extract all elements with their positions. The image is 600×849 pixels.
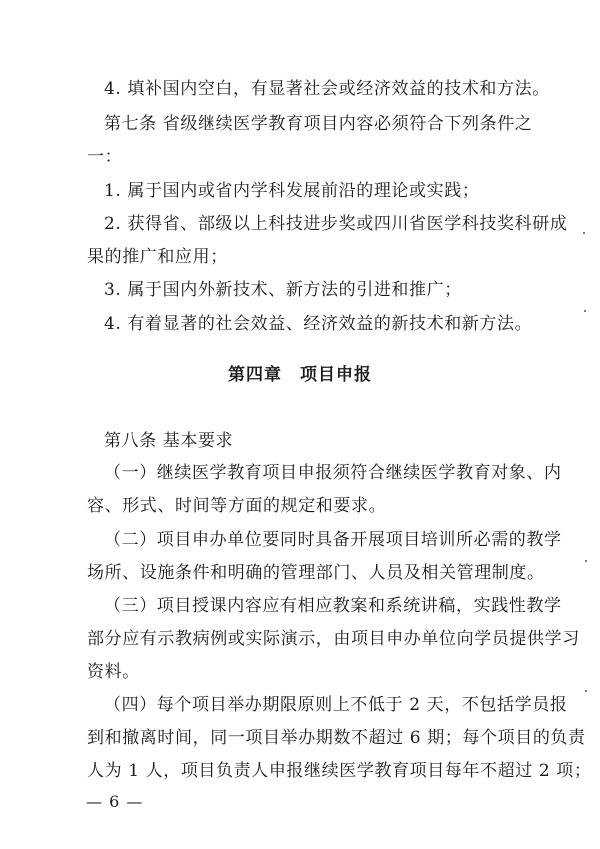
- text-line: （二）项目申办单位要同时具备开展项目培训所必需的教学: [104, 530, 562, 550]
- text-line: （四）每个项目举办期限原则上不低于 2 天，不包括学员报: [104, 695, 568, 715]
- article-8-heading-line: 第八条 基本要求: [104, 431, 234, 451]
- chapter-title: 项目申报: [300, 365, 372, 385]
- list-item: 1. 属于国内或省内学科发展前沿的理论或实践；: [104, 181, 480, 201]
- text-line: 资料。: [87, 662, 140, 682]
- chapter-number: 第四章: [228, 365, 282, 385]
- scan-speck: [583, 232, 585, 234]
- text-line: 一：: [87, 147, 123, 167]
- chapter-heading: [0, 364, 600, 386]
- list-item: 2. 获得省、部级以上科技进步奖或四川省医学科技奖科研成: [104, 214, 568, 234]
- text-line: 场所、设施条件和明确的管理部门、人员及相关管理制度。: [87, 563, 545, 583]
- list-item: 3. 属于国内外新技术、新方法的引进和推广；: [104, 280, 462, 300]
- text-line: 4. 填补国内空白，有显著社会或经济效益的技术和方法。: [104, 79, 550, 99]
- text-line: 果的推广和应用；: [87, 247, 228, 267]
- scan-speck: [585, 560, 587, 562]
- text-line: 到和撤离时间，同一项目举办期数不超过 6 期；每个项目的负责: [87, 728, 586, 748]
- text-line: 部分应有示教病例或实际演示，由项目申办单位向学员提供学习: [87, 629, 580, 649]
- text-line: 人为 1 人，项目负责人申报继续医学教育项目每年不超过 2 项；: [87, 761, 592, 781]
- text-line: （三）项目授课内容应有相应教案和系统讲稿，实践性教学: [104, 596, 562, 616]
- scan-speck: [584, 310, 586, 312]
- list-item: 4. 有着显著的社会效益、经济效益的新技术和新方法。: [104, 314, 533, 334]
- page-number: — 6 —: [86, 792, 144, 811]
- text-line: （一）继续医学教育项目申报须符合继续医学教育对象、内: [104, 463, 562, 483]
- text-line: 容、形式、时间等方面的规定和要求。: [87, 496, 387, 516]
- scan-speck: [585, 690, 587, 692]
- article-7-heading-line: 第七条 省级继续医学教育项目内容必须符合下列条件之: [104, 114, 533, 134]
